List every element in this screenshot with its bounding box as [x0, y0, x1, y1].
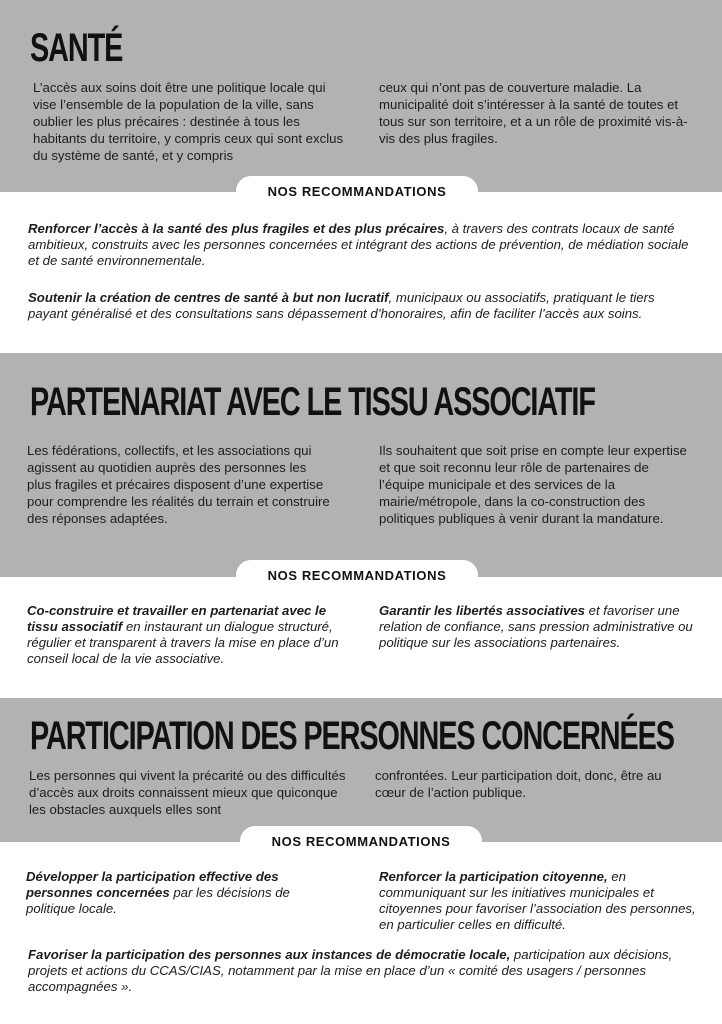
sante-recommandations-label: NOS RECOMMANDATIONS	[236, 176, 478, 206]
participation-intro-right: confrontées. Leur participation doit, donc, être au cœur de l’action publique.	[375, 768, 662, 800]
partenariat-intro-right: Ils souhaitent que soit prise en compte leur expertise et que soit reconnu leur rôle de partenaires de l’équipe municipale et des services de la mairie/métropole, dans la co-construction des politiques publiques à venir durant la mandature.	[379, 443, 687, 526]
participation-rec-1: Développer la participation effective des personnes concernées par les décisions de politique locale.	[26, 869, 290, 916]
partenariat-title: PARTENARIAT AVEC LE TISSU ASSOCIATIF	[30, 380, 595, 424]
sante-title: SANTÉ	[30, 26, 123, 70]
participation-rec-3: Favoriser la participation des personnes aux instances de démocratie locale, participation aux décisions, projets et actions du CCAS/CIAS, notamment par la mise en place d’un « comité des usagers / personnes accompagnées ».	[28, 947, 673, 994]
sante-intro-right: ceux qui n’ont pas de couverture maladie. La municipalité doit s’intéresser à la santé de toutes et tous sur son territoire, et a un rôle de proximité vis-à-vis des plus fragiles.	[379, 80, 688, 146]
sante-intro-left: L’accès aux soins doit être une politique locale qui vise l’ensemble de la population de la ville, sans oublier les plus précaires : destinée à tous les habitants du territoire, y compris ceux qui sont exclus du système de santé, et y compris	[33, 80, 344, 163]
partenariat-intro-left: Les fédérations, collectifs, et les associations qui agissent au quotidien auprès des personnes les plus fragiles et précaires disposent d’une expertise pour comprendre les réalités du terrain et construire des réponses adaptées.	[27, 443, 330, 526]
partenariat-rec-1: Co-construire et travailler en partenariat avec le tissu associatif en instaurant un dialogue structuré, régulier et transparent à travers la mise en place d’un conseil local de la vie associative.	[27, 603, 339, 666]
partenariat-recommandations-label: NOS RECOMMANDATIONS	[236, 560, 478, 590]
sante-rec-2: Soutenir la création de centres de santé à but non lucratif, municipaux ou associatifs, pratiquant le tiers payant généralisé et des consultations sans dépassement d’honoraires, afin de faciliter l’accès aux soins.	[28, 290, 655, 321]
participation-title: PARTICIPATION DES PERSONNES CONCERNÉES	[30, 714, 674, 758]
sante-rec-1: Renforcer l’accès à la santé des plus fragiles et des plus précaires, à travers des contrats locaux de santé ambitieux, construits avec les personnes concernées et intégrant des actions de prévention, de médiation sociale et de santé environnementale.	[28, 221, 689, 268]
participation-recommandations-label: NOS RECOMMANDATIONS	[240, 826, 482, 856]
participation-intro-left: Les personnes qui vivent la précarité ou des difficultés d’accès aux droits connaissent mieux que quiconque les obstacles auxquels elles sont	[29, 768, 346, 817]
partenariat-rec-2: Garantir les libertés associatives et favoriser une relation de confiance, sans pression administrative ou politique sur les associations partenaires.	[379, 603, 693, 650]
participation-rec-2: Renforcer la participation citoyenne, en communiquant sur les initiatives municipales et citoyennes pour favoriser l’association des personnes, en particulier celles en difficulté.	[379, 869, 696, 932]
